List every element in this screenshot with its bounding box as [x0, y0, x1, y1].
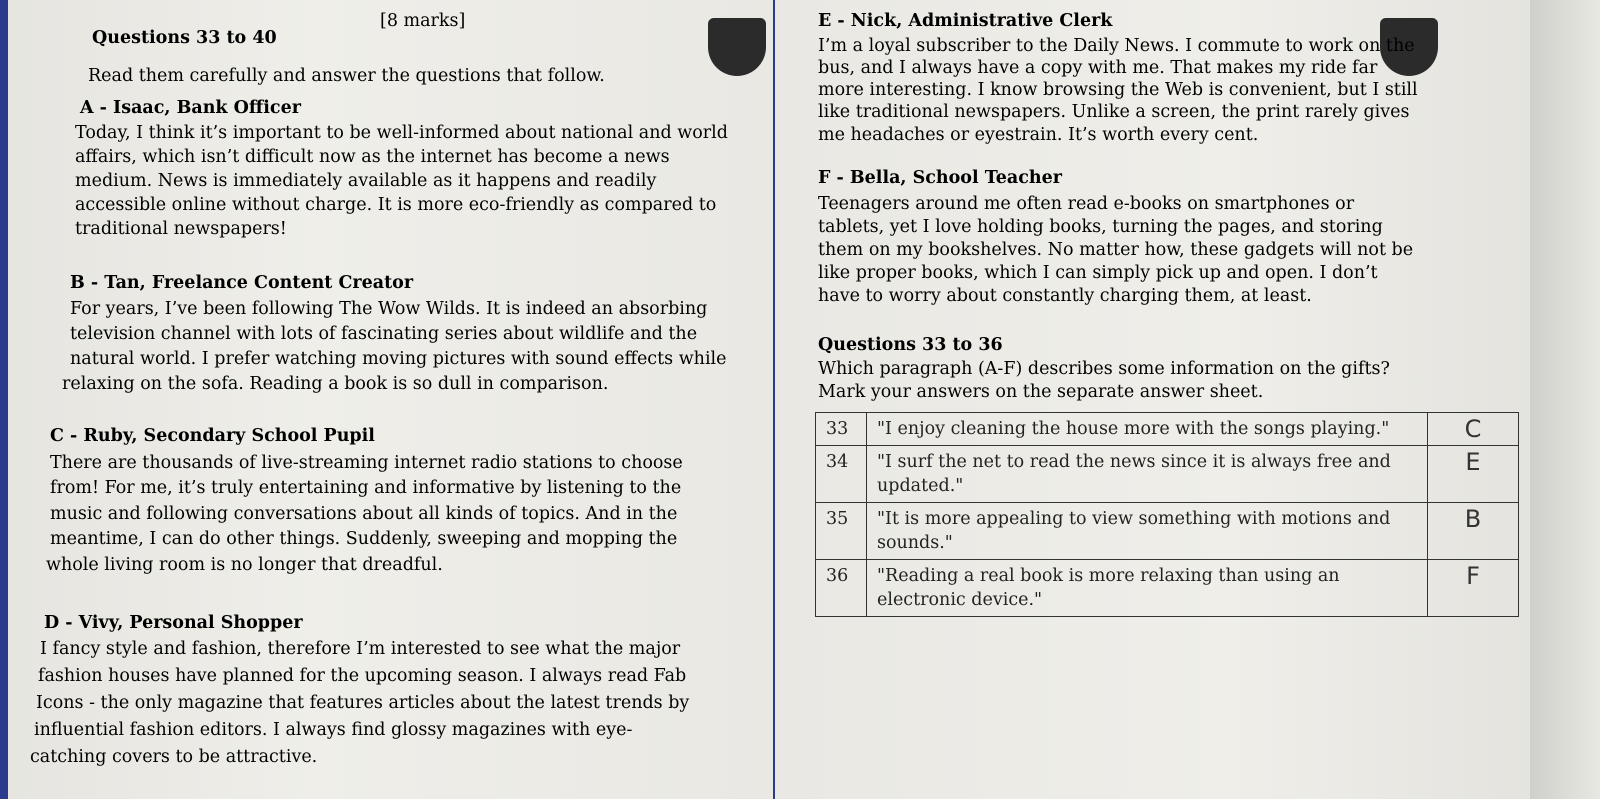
question-number: 35 [816, 503, 867, 560]
paragraph-e-line: I’m a loyal subscriber to the Daily News. I commute to work on the [818, 36, 1415, 56]
paragraph-d-heading: D - Vivy, Personal Shopper [44, 613, 303, 633]
paragraph-f-heading: F - Bella, School Teacher [818, 168, 1062, 188]
paragraph-b-line: natural world. I prefer watching moving pictures with sound effects while [70, 349, 727, 369]
question-statement: "It is more appealing to view something with motions and sounds." [867, 503, 1428, 560]
paragraph-a-line: Today, I think it’s important to be well-informed about national and world [75, 123, 728, 143]
table-row [816, 560, 1519, 617]
paragraph-f-line: them on my bookshelves. No matter how, these gadgets will not be [818, 240, 1414, 260]
paragraph-c-line: meantime, I can do other things. Suddenly, sweeping and mopping the [50, 529, 678, 549]
paragraph-c-line: There are thousands of live-streaming internet radio stations to choose [50, 453, 683, 473]
paragraph-e-line: like traditional newspapers. Unlike a screen, the print rarely gives [818, 102, 1410, 122]
paragraph-d-line: catching covers to be attractive. [30, 747, 318, 767]
question-number: 36 [816, 560, 867, 617]
question-statement: "I enjoy cleaning the house more with the songs playing." [867, 413, 1428, 446]
section-title: Questions 33 to 36 [818, 335, 1003, 355]
paragraph-a-heading: A - Isaac, Bank Officer [80, 98, 301, 118]
handwritten-answer: F [1428, 560, 1519, 617]
paragraph-b-line: For years, I’ve been following The Wow Wilds. It is indeed an absorbing [70, 299, 708, 319]
paragraph-c-line: whole living room is no longer that dreadful. [46, 555, 443, 575]
question-statement: "Reading a real book is more relaxing than using an electronic device." [867, 560, 1428, 617]
paragraph-e-heading: E - Nick, Administrative Clerk [818, 11, 1113, 31]
logo-badge-left [708, 18, 766, 76]
paragraph-e-line: bus, and I always have a copy with me. That makes my ride far [818, 58, 1378, 78]
handwritten-answer: C [1428, 413, 1519, 446]
paragraph-e-line: me headaches or eyestrain. It’s worth every cent. [818, 125, 1259, 145]
paragraph-c-heading: C - Ruby, Secondary School Pupil [50, 426, 375, 446]
section-question: Which paragraph (A-F) describes some information on the gifts? [818, 359, 1390, 379]
paragraph-f-line: Teenagers around me often read e-books on smartphones or [818, 194, 1355, 214]
paragraph-c-line: from! For me, it’s truly entertaining and informative by listening to the [50, 478, 682, 498]
paragraph-a-line: traditional newspapers! [75, 219, 287, 239]
paragraph-b-line: relaxing on the sofa. Reading a book is so dull in comparison. [62, 374, 609, 394]
questions-title: Questions 33 to 40 [92, 28, 277, 48]
marks-label: [8 marks] [380, 11, 466, 31]
paragraph-d-line: influential fashion editors. I always find glossy magazines with eye- [34, 720, 633, 740]
question-number: 34 [816, 446, 867, 503]
table-row [816, 413, 1519, 446]
paragraph-e-line: more interesting. I know browsing the Web is convenient, but I still [818, 80, 1418, 100]
paragraph-b-heading: B - Tan, Freelance Content Creator [70, 273, 414, 293]
answer-table [815, 412, 1519, 617]
paragraph-f-line: like proper books, which I can simply pick up and open. I don’t [818, 263, 1378, 283]
paragraph-d-line: Icons - the only magazine that features articles about the latest trends by [36, 693, 690, 713]
handwritten-answer: E [1428, 446, 1519, 503]
question-statement: "I surf the net to read the news since it is always free and updated." [867, 446, 1428, 503]
paragraph-a-line: accessible online without charge. It is more eco-friendly as compared to [75, 195, 717, 215]
paragraph-a-line: medium. News is immediately available as it happens and readily [75, 171, 657, 191]
paragraph-f-line: tablets, yet I love holding books, turning the pages, and storing [818, 217, 1383, 237]
paragraph-f-line: have to worry about constantly charging them, at least. [818, 286, 1312, 306]
section-note: Mark your answers on the separate answer sheet. [818, 382, 1264, 402]
instruction-text: Read them carefully and answer the questions that follow. [88, 66, 605, 86]
handwritten-answer: B [1428, 503, 1519, 560]
table-row [816, 503, 1519, 560]
paragraph-d-line: I fancy style and fashion, therefore I’m interested to see what the major [40, 639, 681, 659]
paragraph-b-line: television channel with lots of fascinating series about wildlife and the [70, 324, 698, 344]
paragraph-a-line: affairs, which isn’t difficult now as the internet has become a news [75, 147, 670, 167]
paragraph-c-line: music and following conversations about all kinds of topics. And in the [50, 504, 678, 524]
table-row [816, 446, 1519, 503]
question-number: 33 [816, 413, 867, 446]
desk-background [1530, 0, 1600, 799]
paragraph-d-line: fashion houses have planned for the upcoming season. I always read Fab [38, 666, 687, 686]
